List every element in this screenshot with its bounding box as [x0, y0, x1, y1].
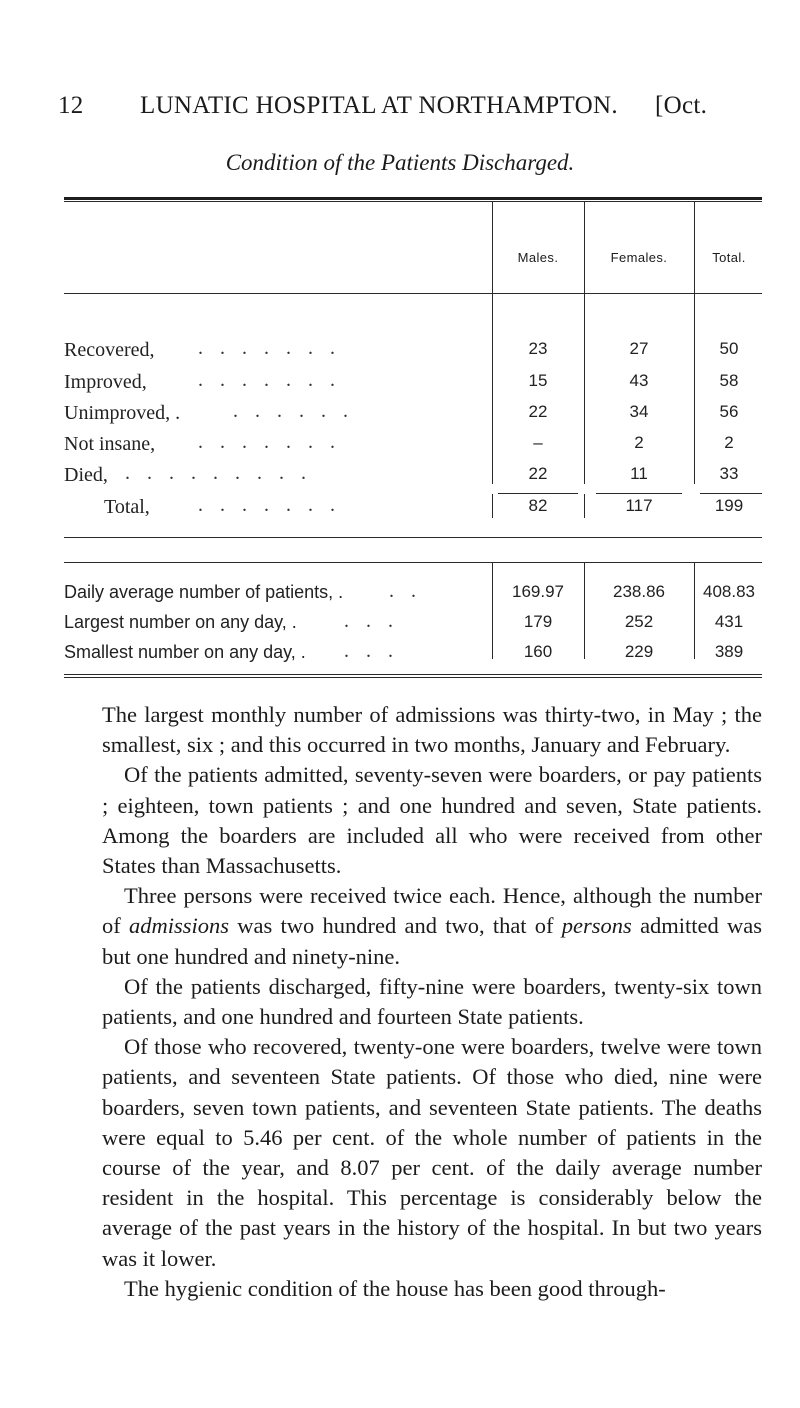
leader-dots: ....... — [198, 494, 352, 516]
cell-total: 33 — [719, 464, 739, 483]
section-rule — [64, 562, 762, 563]
leader-dots: ......... — [125, 462, 323, 484]
emphasis: admissions — [129, 913, 230, 939]
row-label: Largest number on any day, . — [64, 612, 297, 632]
leader-dots: ...... — [233, 400, 365, 422]
row-label: Improved, — [64, 371, 147, 393]
cell-females: 11 — [630, 464, 648, 483]
paragraph: Of the patients admitted, seventy-seven were boarders, or pay patients ; eighteen, town patients ; and one hundred and seven, State patients. Among the boarders are included all who were received from other States than Massachusetts. — [102, 762, 762, 879]
stats-row — [0, 612, 800, 642]
cell-females: 229 — [624, 642, 654, 661]
cell-females: 43 — [629, 371, 649, 390]
paragraph-text: admitted was but one hundred and ninety-nine. — [102, 913, 763, 969]
paragraph: The hygienic condition of the house has been good through- — [124, 1275, 666, 1301]
table-row — [0, 339, 800, 369]
sum-rule — [498, 493, 578, 494]
stats-row — [0, 582, 800, 612]
table-row — [0, 464, 800, 494]
leader-dots: ....... — [198, 369, 352, 391]
leader-dots: ... — [344, 640, 410, 662]
paragraph — [102, 881, 762, 972]
running-header — [58, 92, 758, 142]
cell-males: 82 — [528, 496, 548, 515]
cell-females: 27 — [629, 339, 649, 358]
cell-total: 58 — [719, 371, 739, 390]
column-header-males: Males. — [517, 250, 559, 265]
cell-males: 15 — [528, 371, 548, 390]
leader-dots: .. — [389, 580, 433, 602]
row-label: Total, — [104, 496, 150, 518]
table-title: Condition of the Patients Discharged. — [225, 150, 575, 175]
row-label: Unimproved, . — [64, 402, 181, 424]
cell-females: 117 — [625, 496, 653, 515]
row-label: Smallest number on any day, . — [64, 642, 306, 662]
cell-males: 23 — [528, 339, 548, 358]
table-row — [0, 402, 800, 432]
cell-females: 34 — [629, 402, 649, 421]
table-row — [0, 371, 800, 401]
leader-dots: ....... — [198, 431, 352, 453]
paragraph: Of the patients discharged, fifty-nine were boarders, twenty-six town patients, and one hundred and fourteen State patients. — [102, 973, 762, 1030]
paragraph: The largest monthly number of admissions was thirty-two, in May ; the smallest, six ; and this occurred in two months, January and February. — [102, 702, 762, 758]
table-top-rule-thin — [64, 201, 762, 202]
table-total-row — [0, 496, 800, 526]
cell-total: 56 — [719, 402, 739, 421]
emphasis: persons — [561, 913, 632, 939]
cell-total: 2 — [724, 433, 734, 452]
cell-males: 169.97 — [512, 582, 564, 601]
column-header-females: Females. — [610, 250, 668, 265]
page-number: 12 — [58, 92, 84, 119]
column-header-total: Total. — [712, 250, 746, 265]
paragraph-text: was two hundred and two, that of — [237, 913, 554, 939]
paragraph: Of those who recovered, twenty-one were boarders, twelve were town patients, and seventeen State patients. Of those who died, nine were boarders, seven town patients, and seventeen State patients. The deaths were equal to 5.46 per cent. of the whole number of patients in the course of the year, and 8.07 per cent. of the daily average number resident in the hospital. This percentage is considerably below the average of the past years in the history of the hospital. In but two years was it lower. — [102, 1034, 762, 1271]
cell-total: 199 — [714, 496, 744, 515]
running-title: LUNATIC HOSPITAL AT NORTHAMPTON. — [140, 92, 618, 119]
running-date: [Oct. — [655, 92, 708, 119]
cell-total: 431 — [714, 612, 744, 631]
section-rule — [64, 537, 762, 538]
cell-total: 389 — [714, 642, 744, 661]
row-label: Not insane, — [64, 433, 156, 455]
row-label: Died, — [64, 464, 108, 486]
table-bottom-rule — [64, 677, 762, 678]
table-bottom-rule — [64, 674, 762, 675]
sum-rule — [700, 493, 762, 494]
cell-total: 408.83 — [703, 582, 755, 601]
row-label: Daily average number of patients, . — [64, 582, 344, 602]
cell-males: 22 — [528, 402, 548, 421]
paragraph-text: Three persons were received twice each. Hence, although the number of — [102, 883, 762, 939]
cell-males: 160 — [523, 642, 553, 661]
stats-row — [0, 642, 800, 672]
row-label: Recovered, — [64, 339, 155, 361]
cell-males: – — [533, 433, 543, 452]
cell-females: 252 — [624, 612, 654, 631]
leader-dots: ... — [344, 610, 410, 632]
cell-males: 22 — [528, 464, 548, 483]
cell-females: 238.86 — [613, 582, 665, 601]
table-top-rule — [64, 197, 762, 200]
cell-total: 50 — [719, 339, 739, 358]
cell-males: 179 — [523, 612, 553, 631]
table-row — [0, 433, 800, 463]
header-rule — [64, 293, 762, 294]
cell-females: 2 — [634, 433, 644, 452]
leader-dots: ....... — [198, 337, 352, 359]
sum-rule — [596, 493, 682, 494]
body-text — [102, 700, 762, 1304]
